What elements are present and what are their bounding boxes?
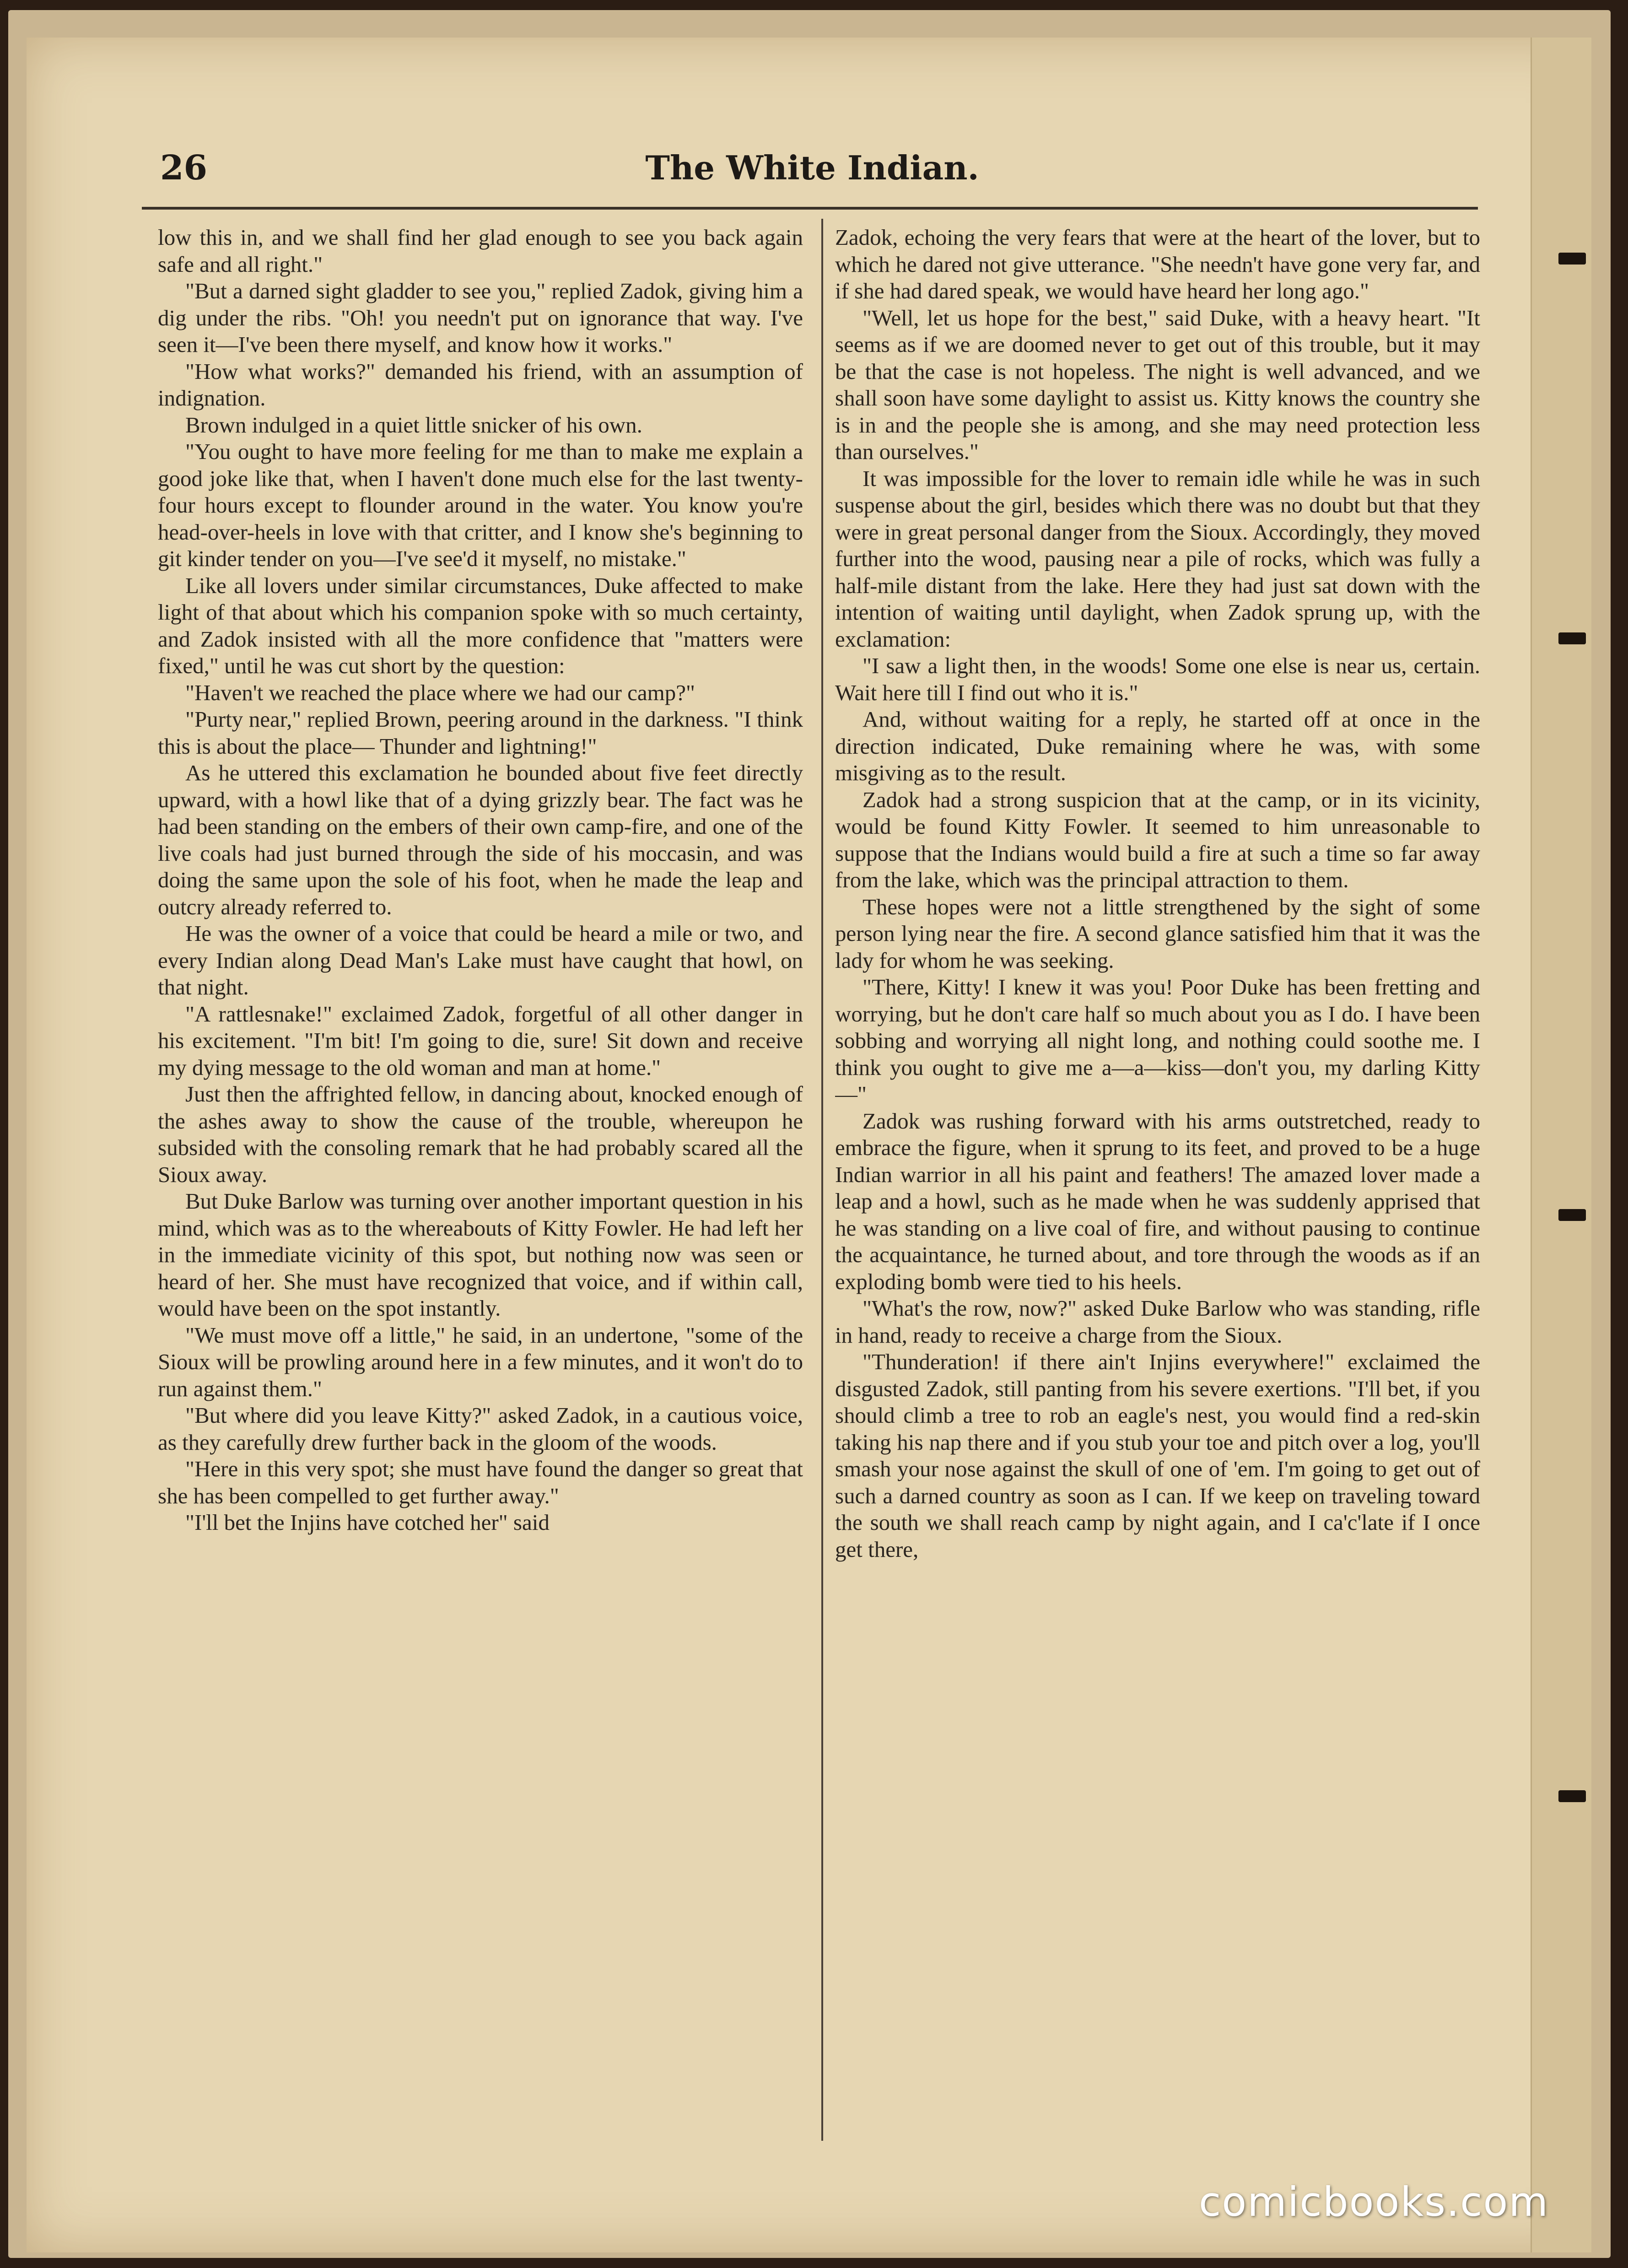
paragraph: "I saw a light then, in the woods! Some one else is near us, certain. Wait here till I find out who it is." — [835, 653, 1480, 705]
paragraph: "How what works?" demanded his friend, with an assumption of indignation. — [158, 358, 803, 410]
paragraph: "You ought to have more feeling for me than to make me explain a good joke like that, when I haven't done much else for the last twenty-four hours except to flounder around in the water. You know you're head-over-heels in love with that critter, and I know she's beginning to git kinder tender on you—I've see'd it myself, no mistake." — [158, 439, 803, 571]
paragraph: But Duke Barlow was turning over another important question in his mind, which was as to the whereabouts of Kitty Fowler. He had left her in the immediate vicinity of this spot, but nothing now was seen or heard of her. She must have recognized that voice, and if within call, would have been on the spot instantly. — [158, 1188, 803, 1321]
paragraph: "But where did you leave Kitty?" asked Zadok, in a cautious voice, as they carefully drew further back in the gloom of the woods. — [158, 1403, 803, 1455]
paragraph: Just then the affrighted fellow, in dancing about, knocked enough of the ashes away to show the cause of the trouble, whereupon he subsided with the consoling remark that he had probably scared all the Sioux away. — [158, 1081, 803, 1187]
paragraph: "I'll bet the Injins have cotched her" said — [185, 1510, 550, 1535]
paragraph: "Purty near," replied Brown, peering around in the darkness. "I think this is about the place— Thunder and lightning!" — [158, 707, 803, 759]
page-header — [142, 137, 1482, 201]
paragraph: "There, Kitty! I knew it was you! Poor Duke has been fretting and worrying, but he don't care half so much about you as I do. I have been sobbing and worrying all night long, and nothing could soothe me. I think you ought to give me a—a—kiss—don't you, my darling Kitty—" — [835, 974, 1480, 1107]
page-spine — [1531, 38, 1591, 2252]
paragraph: He was the owner of a voice that could be heard a mile or two, and every Indian along Dead Man's Lake must have caught that howl, on that night. — [158, 921, 803, 999]
paragraph: Like all lovers under similar circumstances, Duke affected to make light of that about which his companion spoke with so much certainty, and Zadok insisted with all the more confidence that "matters were fixed," until he was cut short by the question: — [158, 572, 803, 678]
right-column — [835, 224, 1480, 2146]
paragraph: It was impossible for the lover to remain idle while he was in such suspense about the girl, besides which there was no doubt but that they were in great personal danger from the Sioux. Accordingly, they moved further into the wood, pausing near a pile of rocks, which was fully a half-mile distant from the lake. Here they had just sat down with the intention of waiting until daylight, when Zadok sprung up, with the exclamation: — [835, 465, 1480, 652]
paragraph: "Here in this very spot; she must have found the danger so great that she has been compelled to get further away." — [158, 1456, 803, 1508]
paragraph: "Thunderation! if there ain't Injins everywhere!" exclaimed the disgusted Zadok, still panting from his severe exertions. "I'll bet, if you should climb a tree to rob an eagle's nest, you would find a red-skin taking his nap there and if you stub your toe and pitch over a log, you'll smash your nose against the skull of one of 'em. I'm going to get out of such a darned country as soon as I can. If we keep on traveling toward the south we shall reach camp by night again, and I ca'c'late if I once get there, — [835, 1349, 1480, 1562]
binding-staple-mark — [1558, 1790, 1586, 1802]
binding-staple-mark — [1558, 1209, 1586, 1221]
header-rule — [142, 207, 1478, 210]
binding-staple-mark — [1558, 632, 1586, 644]
paragraph: "Haven't we reached the place where we had our camp?" — [185, 680, 695, 705]
paragraph: Zadok had a strong suspicion that at the camp, or in its vicinity, would be found Kitty Fowler. It seemed to him unreasonable to suppose that the Indians would build a fire at such a time so far away from the lake, which was the principal attraction to them. — [835, 787, 1480, 892]
paragraph: "But a darned sight gladder to see you," replied Zadok, giving him a dig under the ribs. "Oh! you needn't put on ignorance that way. I've seen it—I've been there myself, and know how it works." — [158, 278, 803, 357]
paragraph: These hopes were not a little strengthened by the sight of some person lying near the fire. A second glance satisfied him that it was the lady for whom he was seeking. — [835, 894, 1480, 973]
paragraph: "A rattlesnake!" exclaimed Zadok, forgetful of all other danger in his excitement. "I'm bit! I'm going to die, sure! Sit down and receive my dying message to the old woman and man at home." — [158, 1001, 803, 1080]
paragraph: And, without waiting for a reply, he started off at once in the direction indicated, Duke remaining where he was, with some misgiving as to the result. — [835, 707, 1480, 785]
site-watermark: comicbooks.com — [1199, 2178, 1549, 2225]
page-number: 26 — [160, 148, 207, 188]
running-title: The White Indian. — [645, 148, 979, 187]
paragraph: "We must move off a little," he said, in an undertone, "some of the Sioux will be prowling around here in a few minutes, and it won't do to run against them." — [158, 1322, 803, 1401]
paragraph: As he uttered this exclamation he bounded about five feet directly upward, with a howl like that of a dying grizzly bear. The fact was he had been standing on the embers of their own camp-fire, and one of the live coals had just burned through the side of his moccasin, and was doing the same upon the sole of his foot, when he made the leap and outcry already referred to. — [158, 760, 803, 919]
paragraph: Zadok was rushing forward with his arms outstretched, ready to embrace the figure, when it sprung to its feet, and proved to be a huge Indian warrior in all his paint and feathers! The amazed lover made a leap and a howl, such as he made when he was suddenly apprised that he was standing on a live coal of fire, and without pausing to continue the acquaintance, he turned about, and tore through the woods as if an exploding bomb were tied to his heels. — [835, 1108, 1480, 1294]
paragraph: low this in, and we shall find her glad enough to see you back again safe and all right." — [158, 225, 803, 277]
paragraph: Zadok, echoing the very fears that were at the heart of the lover, but to which he dared not give utterance. "She needn't have gone very far, and if she had dared speak, we would have heard her long ago." — [835, 225, 1480, 303]
left-column — [158, 224, 803, 2146]
binding-staple-mark — [1558, 253, 1586, 265]
paragraph: Brown indulged in a quiet little snicker of his own. — [185, 412, 642, 437]
paragraph: "Well, let us hope for the best," said Duke, with a heavy heart. "It seems as if we are doomed never to get out of this trouble, but it may be that the case is not hopeless. The night is well advanced, and we shall soon have some daylight to assist us. Kitty knows the country she is in and the people she is among, and she may need protection less than ourselves." — [835, 305, 1480, 464]
column-divider — [821, 219, 823, 2141]
paragraph: "What's the row, now?" asked Duke Barlow who was standing, rifle in hand, ready to receive a charge from the Sioux. — [835, 1296, 1480, 1348]
